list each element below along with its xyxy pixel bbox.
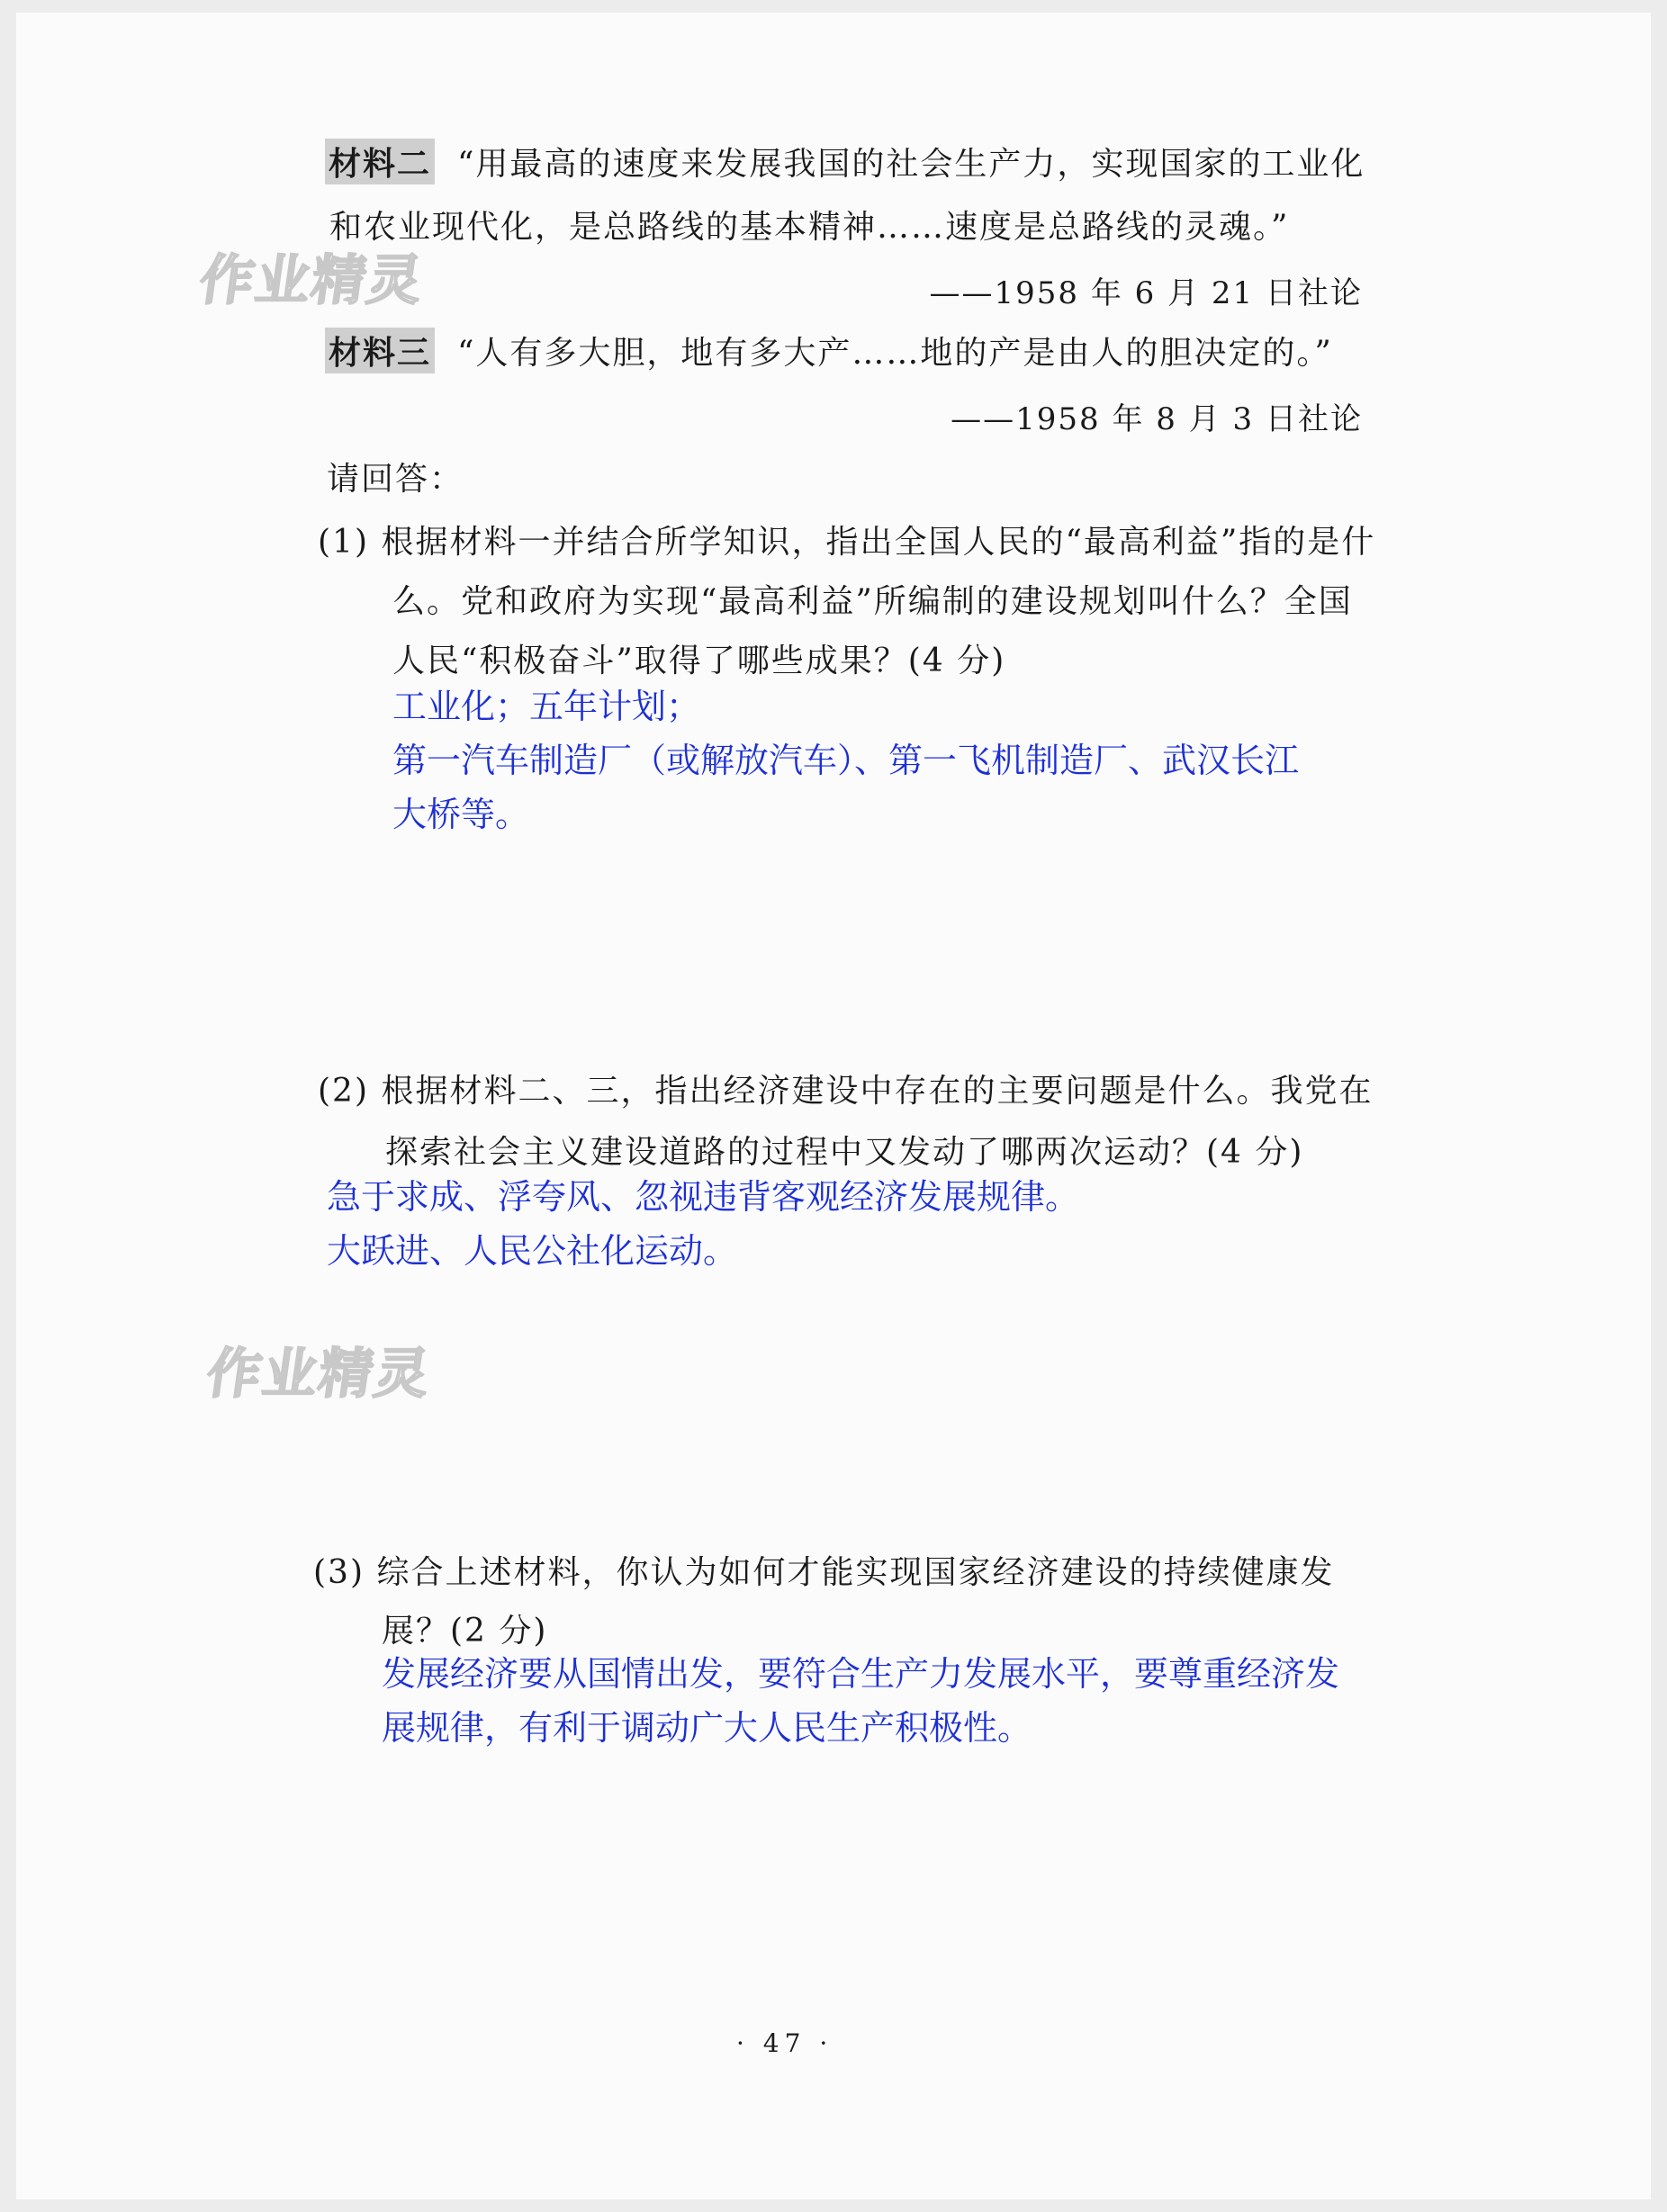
material-text: “用最高的速度来发展我国的社会生产力，实现国家的工业化 — [457, 146, 1365, 183]
prompt-text: 请回答： — [327, 461, 464, 498]
answer-text: 发展经济要从国情出发，要符合生产力发展水平，要尊重经济发 — [382, 1654, 1340, 1694]
answer-text: 大桥等。 — [392, 795, 530, 834]
answer-text: 大跃进、人民公社化运动。 — [327, 1231, 738, 1271]
page-number: · 47 · — [736, 2028, 834, 2058]
material-source: ——1958 年 6 月 21 日社论 — [929, 275, 1363, 311]
material-text: 和农业现代化，是总路线的基本精神……速度是总路线的灵魂。” — [329, 209, 1290, 246]
answer-text: 展规律，有利于调动广大人民生产积极性。 — [382, 1708, 1032, 1748]
watermark: 作业精灵 — [195, 249, 428, 312]
question-text: 人民“积极奋斗”取得了哪些成果？(4 分) — [392, 643, 1006, 679]
watermark: 作业精灵 — [203, 1343, 436, 1406]
question-text: (3) 综合上述材料，你认为如何才能实现国家经济建设的持续健康发 — [313, 1554, 1335, 1591]
material-label: 材料三 — [325, 328, 435, 373]
answer-text: 急于求成、浮夸风、忽视违背客观经济发展规律。 — [327, 1177, 1080, 1217]
question-text: (1) 根据材料一并结合所学知识，指出全国人民的“最高利益”指的是什 — [318, 524, 1376, 561]
question-text: 探索社会主义建设道路的过程中又发动了哪两次运动？(4 分) — [385, 1134, 1304, 1171]
answer-text: 工业化；五年计划； — [392, 687, 701, 726]
document-page — [16, 13, 1651, 2199]
material-source: ——1958 年 8 月 3 日社论 — [951, 401, 1363, 437]
question-text: 么。党和政府为实现“最高利益”所编制的建设规划叫什么？全国 — [392, 583, 1353, 620]
material-text: “人有多大胆，地有多大产……地的产是由人的胆决定的。” — [457, 335, 1333, 372]
answer-text: 第一汽车制造厂（或解放汽车）、第一飞机制造厂、武汉长江 — [392, 741, 1300, 780]
material-label: 材料二 — [325, 139, 435, 184]
question-text: (2) 根据材料二、三，指出经济建设中存在的主要问题是什么。我党在 — [318, 1073, 1374, 1110]
question-text: 展？(2 分) — [382, 1613, 548, 1650]
